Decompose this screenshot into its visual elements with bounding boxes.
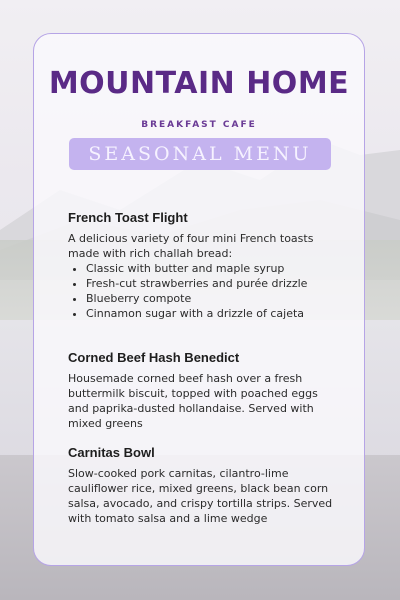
menu-card [33,33,365,566]
menu-item-corned-beef-hash-benedict [68,350,338,431]
menu-item-option: • Cinnamon sugar with a drizzle of cajeta [86,306,338,321]
menu-item-description: A delicious variety of four mini French toasts made with rich challah bread: [68,232,314,260]
menu-item-option: • Fresh-cut strawberries and purée drizzle [86,276,338,291]
cafe-title: MOUNTAIN HOME [48,66,350,101]
menu-item-name: Corned Beef Hash Benedict [68,350,240,365]
menu-item-option: • Blueberry compote [86,291,338,306]
menu-item-description: Slow-cooked pork carnitas, cilantro-lime cauliflower rice, mixed greens, black bean corn salsa, avocado, and crispy tortilla strips. Served with tomato salsa and a lime wedge [68,467,333,525]
menu-item-carnitas-bowl [68,445,338,526]
menu-item-option: • Classic with butter and maple syrup [86,261,338,276]
menu-item-name: French Toast Flight [68,210,188,225]
menu-item-options [68,261,338,321]
seasonal-menu-label: SEASONAL MENU [88,143,312,165]
cafe-subtitle: BREAKFAST CAFE [141,120,257,130]
menu-item-description: Housemade corned beef hash over a fresh buttermilk biscuit, topped with poached eggs and paprika-dusted hollandaise. Served with mixed greens [68,372,318,430]
menu-item-name: Carnitas Bowl [68,445,155,460]
seasonal-menu-banner [69,138,331,170]
menu-item-french-toast-flight [68,210,338,321]
